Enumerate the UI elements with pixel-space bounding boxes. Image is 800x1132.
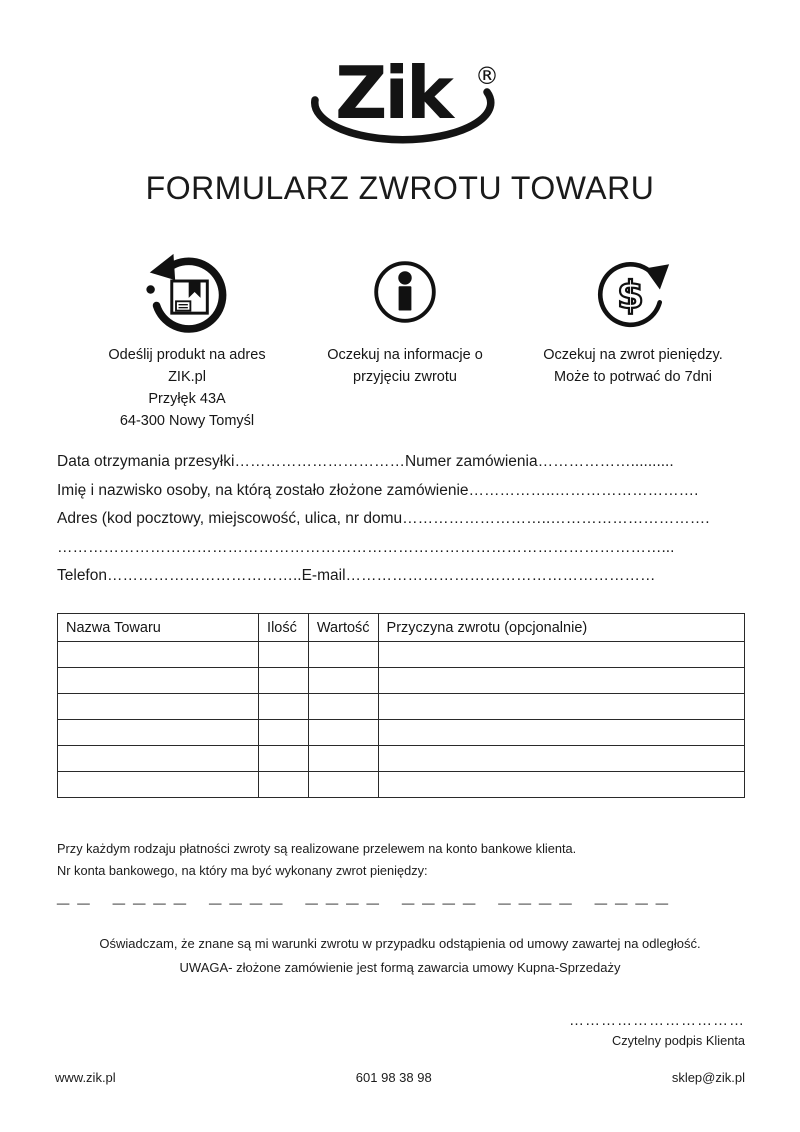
table-cell xyxy=(308,694,378,720)
step-caption xyxy=(503,344,763,388)
bank-digit-group: _ _ _ _ xyxy=(112,882,187,907)
declaration-line: Oświadczam, że znane są mi warunki zwrotu w przypadku odstąpienia od umowy zawartej na odległość. xyxy=(99,936,701,951)
col-header-product-name: Nazwa Towaru xyxy=(58,614,259,642)
signature-area xyxy=(569,1012,745,1048)
field-full-name: Imię i nazwisko osoby, na którą zostało złożone zamówienie……………..………………………. xyxy=(57,481,699,499)
table-cell xyxy=(308,668,378,694)
money-refund-icon xyxy=(591,250,675,334)
footer-phone: 601 98 38 98 xyxy=(355,1070,432,1085)
bank-digit-group: _ _ _ _ xyxy=(209,882,284,907)
table-cell xyxy=(58,772,259,798)
table-cell xyxy=(378,668,744,694)
col-header-quantity: Ilość xyxy=(259,614,309,642)
caption-line: 64-300 Nowy Tomyśl xyxy=(119,413,255,429)
table-row xyxy=(58,720,745,746)
field-address: Adres (kod pocztowy, miejscowość, ulica, nr domu………………………..…………………………. xyxy=(57,510,710,527)
table-cell xyxy=(259,746,309,772)
table-cell xyxy=(378,642,744,668)
table-cell xyxy=(58,694,259,720)
table-cell xyxy=(378,746,744,772)
table-cell xyxy=(308,746,378,772)
caption-line: ZIK.pl xyxy=(168,369,206,385)
table-cell xyxy=(259,694,309,720)
bank-account-number-line xyxy=(57,882,747,908)
note-line: Przy każdym rodzaju płatności zwroty są realizowane przelewem na konto bankowe klienta. xyxy=(57,841,577,856)
table-cell xyxy=(378,694,744,720)
caption-line: przyjęciu zwrotu xyxy=(353,369,457,385)
declaration-text xyxy=(0,932,800,980)
table-row xyxy=(58,746,745,772)
signature-line: …………………………… xyxy=(569,1012,745,1029)
field-date-and-order-number: Data otrzymania przesyłki……………………………Numer zamówienia……………….......... xyxy=(57,453,674,470)
table-row xyxy=(58,694,745,720)
caption-line: Oczekuj na informacje o xyxy=(327,347,483,363)
declaration-line: UWAGA- złożone zamówienie jest formą zawarcia umowy Kupna-Sprzedaży xyxy=(179,960,621,975)
table-cell xyxy=(308,720,378,746)
caption-line: Może to potrwać do 7dni xyxy=(554,369,712,385)
caption-line: Oczekuj na zwrot pieniędzy. xyxy=(543,347,723,363)
step-caption xyxy=(275,344,535,388)
step-wait-refund xyxy=(503,246,763,388)
table-cell xyxy=(259,668,309,694)
page-footer xyxy=(55,1070,745,1085)
form-fields xyxy=(57,448,747,591)
table-cell xyxy=(58,746,259,772)
table-cell xyxy=(58,720,259,746)
bank-digit-group: _ _ xyxy=(57,882,91,907)
registered-mark: ® xyxy=(475,62,499,90)
table-row xyxy=(58,772,745,798)
field-address-continued: ………………………………………………………………………………………………………... xyxy=(57,538,675,556)
table-header-row xyxy=(58,614,745,642)
return-package-icon xyxy=(143,247,231,337)
col-header-return-reason: Przyczyna zwrotu (opcjonalnie) xyxy=(378,614,744,642)
payment-notes xyxy=(57,838,747,882)
col-header-value: Wartość xyxy=(308,614,378,642)
page-title: FORMULARZ ZWROTU TOWARU xyxy=(145,170,655,206)
table-cell xyxy=(259,642,309,668)
note-line: Nr konta bankowego, na który ma być wykonany zwrot pieniędzy: xyxy=(57,863,428,878)
zik-logo xyxy=(285,50,515,162)
table-cell xyxy=(58,642,259,668)
field-phone-email: Telefon………………………………..E-mail…………………………………………………… xyxy=(57,567,656,584)
footer-email: sklep@zik.pl xyxy=(671,1070,745,1085)
steps-row xyxy=(0,246,800,429)
table-cell xyxy=(259,720,309,746)
table-row xyxy=(58,668,745,694)
table-cell xyxy=(259,772,309,798)
bank-digit-group: _ _ _ _ xyxy=(594,882,670,907)
return-table-body xyxy=(58,642,745,798)
table-cell xyxy=(378,720,744,746)
table-row xyxy=(58,642,745,668)
table-cell xyxy=(58,668,259,694)
svg-text:$: $ xyxy=(617,272,644,318)
bank-digit-group: _ _ _ _ xyxy=(401,882,477,907)
zik-logo-icon xyxy=(285,50,515,162)
logo-text: Zik xyxy=(335,51,451,135)
signature-label: Czytelny podpis Klienta xyxy=(611,1033,745,1048)
table-cell xyxy=(378,772,744,798)
bank-digit-group: _ _ _ _ xyxy=(498,882,573,907)
table-cell xyxy=(308,772,378,798)
step-wait-info xyxy=(275,246,535,388)
table-cell xyxy=(308,642,378,668)
bank-digit-group: _ _ _ _ xyxy=(305,882,380,907)
footer-website: www.zik.pl xyxy=(55,1070,116,1085)
caption-line: Przyłęk 43A xyxy=(148,391,226,407)
caption-line: Odeślij produkt na adres xyxy=(108,347,266,363)
return-items-table xyxy=(57,613,745,798)
info-icon xyxy=(373,260,437,324)
